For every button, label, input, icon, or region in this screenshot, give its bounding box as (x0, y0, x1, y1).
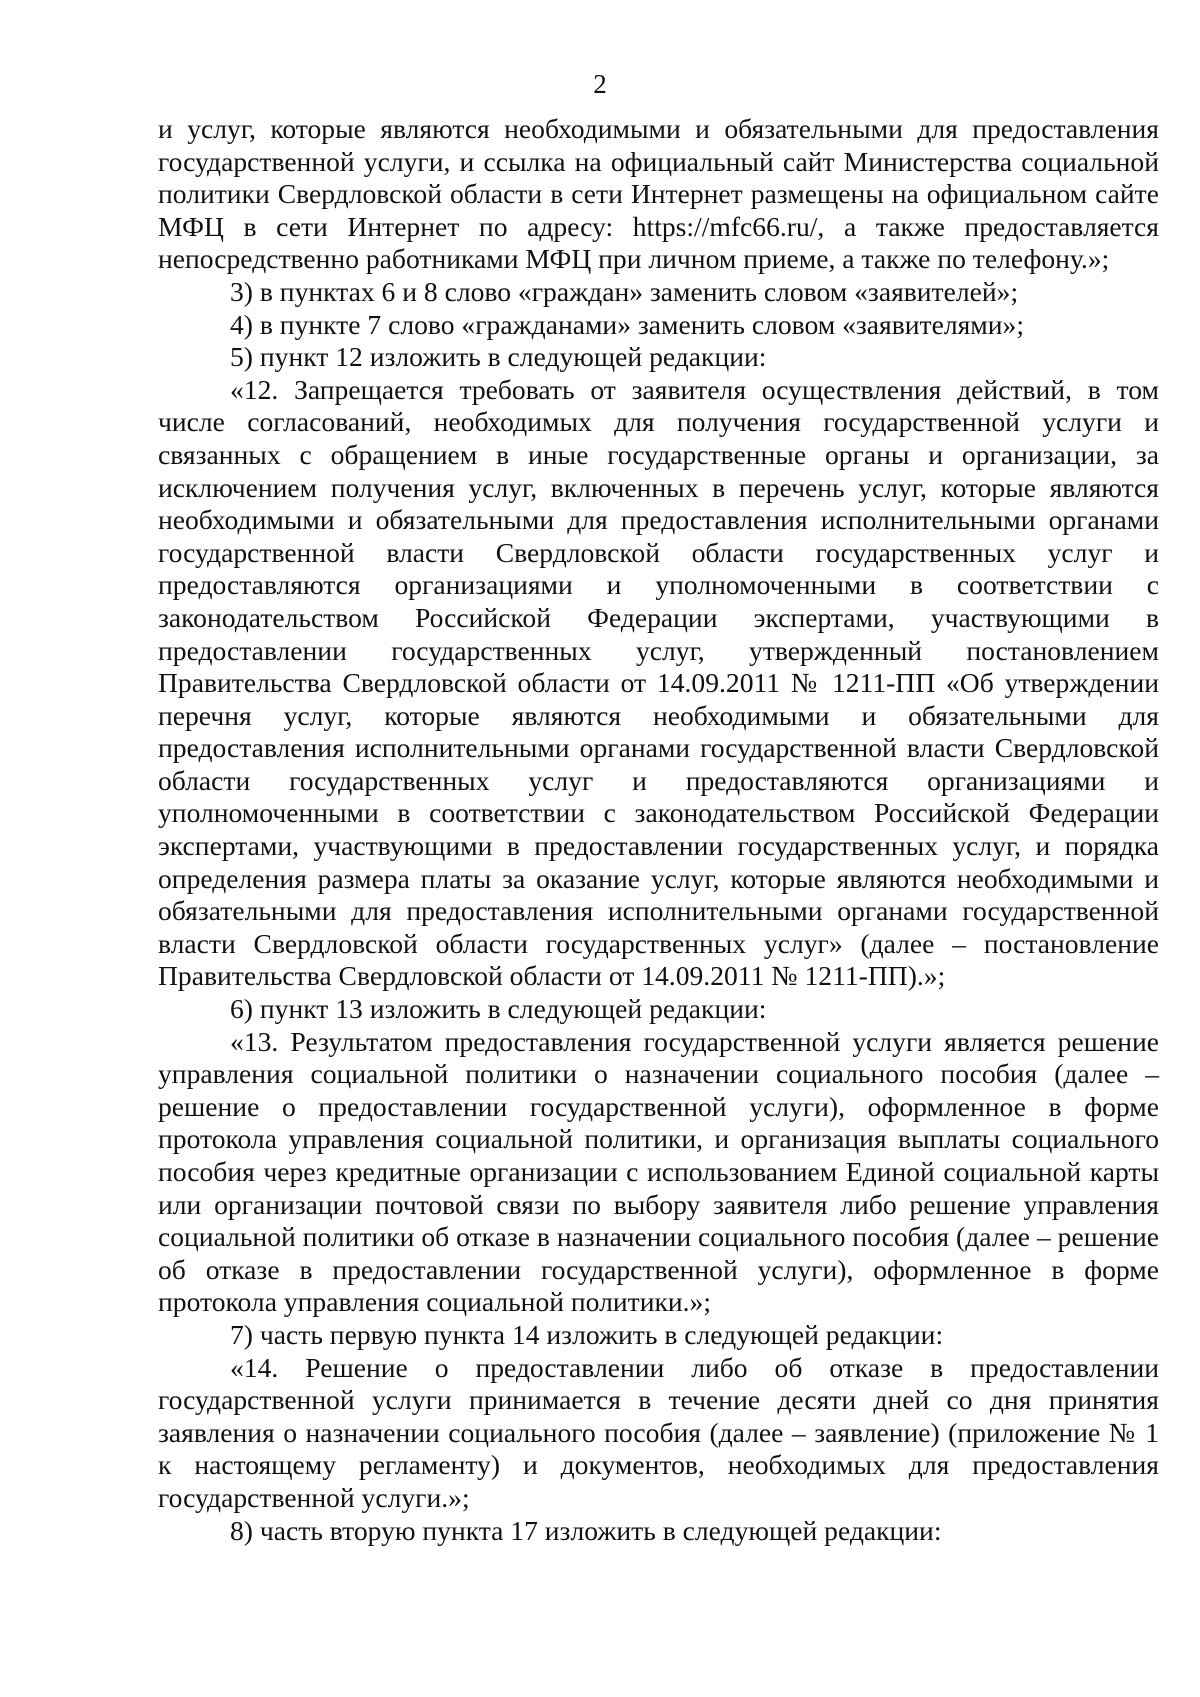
paragraph-item-7: 7) часть первую пункта 14 изложить в следующей редакции: (230, 1318, 944, 1350)
paragraph-item-6: 6) пункт 13 изложить в следующей редакции: (230, 993, 767, 1025)
document-body (158, 113, 1159, 1547)
paragraph-clause-12: «12. Запрещается требовать от заявителя осуществления действий, в том числе согласований, необходимых для получения государственной услуги и связанных с обращением в иные государственные органы и организации, за исключением получения услуг, включенных в перечень услуг, которые являются необходимыми и обязательными для предоставления исполнительными органами государственной власти Свердловской области государственных услуг и предоставляются организациями и уполномоченными в соответствии с законодательством Российской Федерации экспертами, участвующими в предоставлении государственных услуг, утвержденный постановлением Правительства Свердловской области от 14.09.2011 № 1211-ПП «Об утверждении перечня услуг, которые являются необходимыми и обязательными для предоставления исполнительными органами государственной власти Свердловской области государственных услуг и предоставляются организациями и уполномоченными в соответствии с законодательством Российской Федерации экспертами, участвующими в предоставлении государственных услуг, и порядка определения размера платы за оказание услуг, которые являются необходимыми и обязательными для предоставления исполнительными органами государственной власти Свердловской области государственных услуг» (далее – постановление Правительства Свердловской области от 14.09.2011 № 1211-ПП).»; (158, 373, 1159, 992)
paragraph-item-4: 4) в пункте 7 слово «гражданами» заменить словом «заявителями»; (230, 308, 1024, 340)
paragraph-item-5: 5) пункт 12 изложить в следующей редакции: (230, 341, 767, 373)
paragraph-item-8: 8) часть вторую пункта 17 изложить в следующей редакции: (230, 1514, 942, 1546)
paragraph-continuation: и услуг, которые являются необходимыми и обязательными для предоставления государственной услуги, и ссылка на официальный сайт Министерства социальной политики Свердловской области в сети Интернет размещены на официальном сайте МФЦ в сети Интернет по адресу: https://mfc66.ru/, а также предоставляется непосредственно работниками МФЦ при личном приеме, а также по телефону.»; (158, 113, 1159, 275)
paragraph-item-3: 3) в пунктах 6 и 8 слово «граждан» заменить словом «заявителей»; (230, 275, 1019, 307)
paragraph-clause-14: «14. Решение о предоставлении либо об отказе в предоставлении государственной услуги принимается в течение десяти дней со дня принятия заявления о назначении социального пособия (далее – заявление) (приложение № 1 к настоящему регламенту) и документов, необходимых для предоставления государственной услуги.»; (158, 1351, 1159, 1513)
paragraph-clause-13: «13. Результатом предоставления государственной услуги является решение управления социальной политики о назначении социального пособия (далее – решение о предоставлении государственной услуги), оформленное в форме протокола управления социальной политики, и организация выплаты социального пособия через кредитные организации с использованием Единой социальной карты или организации почтовой связи по выбору заявителя либо решение управления социальной политики об отказе в назначении социального пособия (далее – решение об отказе в предоставлении государственной услуги), оформленное в форме протокола управления социальной политики.»; (158, 1025, 1159, 1318)
page-number: 2 (593, 69, 607, 99)
